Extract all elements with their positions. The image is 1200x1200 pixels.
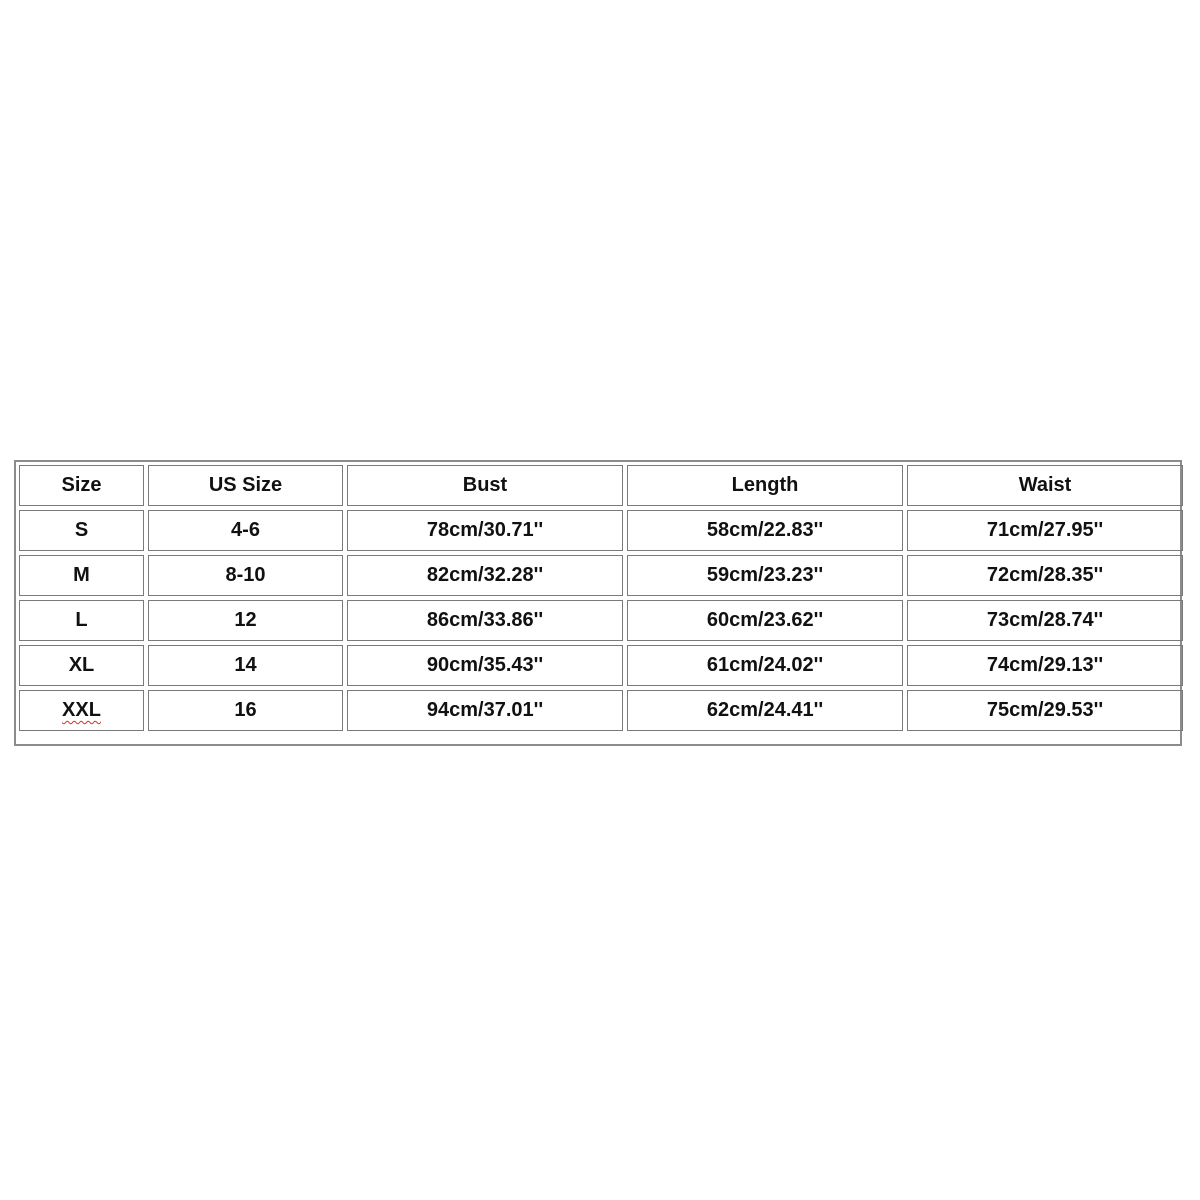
cell-us-size: 4-6 [148, 510, 343, 551]
header-us-size: US Size [148, 465, 343, 506]
cell-size [19, 690, 144, 731]
header-waist: Waist [907, 465, 1183, 506]
cell-size-text: XXL [62, 699, 101, 721]
cell-length: 62cm/24.41'' [627, 690, 903, 731]
header-bust: Bust [347, 465, 623, 506]
cell-length: 59cm/23.23'' [627, 555, 903, 596]
cell-size: M [19, 555, 144, 596]
cell-us-size: 16 [148, 690, 343, 731]
cell-length: 60cm/23.62'' [627, 600, 903, 641]
size-table [15, 461, 1187, 735]
header-length: Length [627, 465, 903, 506]
cell-bust: 78cm/30.71'' [347, 510, 623, 551]
size-chart [14, 460, 1182, 746]
cell-size: L [19, 600, 144, 641]
cell-us-size: 8-10 [148, 555, 343, 596]
cell-waist: 74cm/29.13'' [907, 645, 1183, 686]
table-row [19, 645, 1183, 686]
header-size: Size [19, 465, 144, 506]
table-row [19, 600, 1183, 641]
cell-bust: 82cm/32.28'' [347, 555, 623, 596]
cell-us-size: 14 [148, 645, 343, 686]
table-row [19, 555, 1183, 596]
cell-length: 58cm/22.83'' [627, 510, 903, 551]
cell-length: 61cm/24.02'' [627, 645, 903, 686]
cell-bust: 90cm/35.43'' [347, 645, 623, 686]
cell-waist: 73cm/28.74'' [907, 600, 1183, 641]
cell-waist: 72cm/28.35'' [907, 555, 1183, 596]
cell-size: S [19, 510, 144, 551]
cell-us-size: 12 [148, 600, 343, 641]
cell-size: XL [19, 645, 144, 686]
cell-waist: 71cm/27.95'' [907, 510, 1183, 551]
header-row [19, 465, 1183, 506]
cell-bust: 86cm/33.86'' [347, 600, 623, 641]
table-row [19, 510, 1183, 551]
cell-bust: 94cm/37.01'' [347, 690, 623, 731]
cell-waist: 75cm/29.53'' [907, 690, 1183, 731]
table-row [19, 690, 1183, 731]
